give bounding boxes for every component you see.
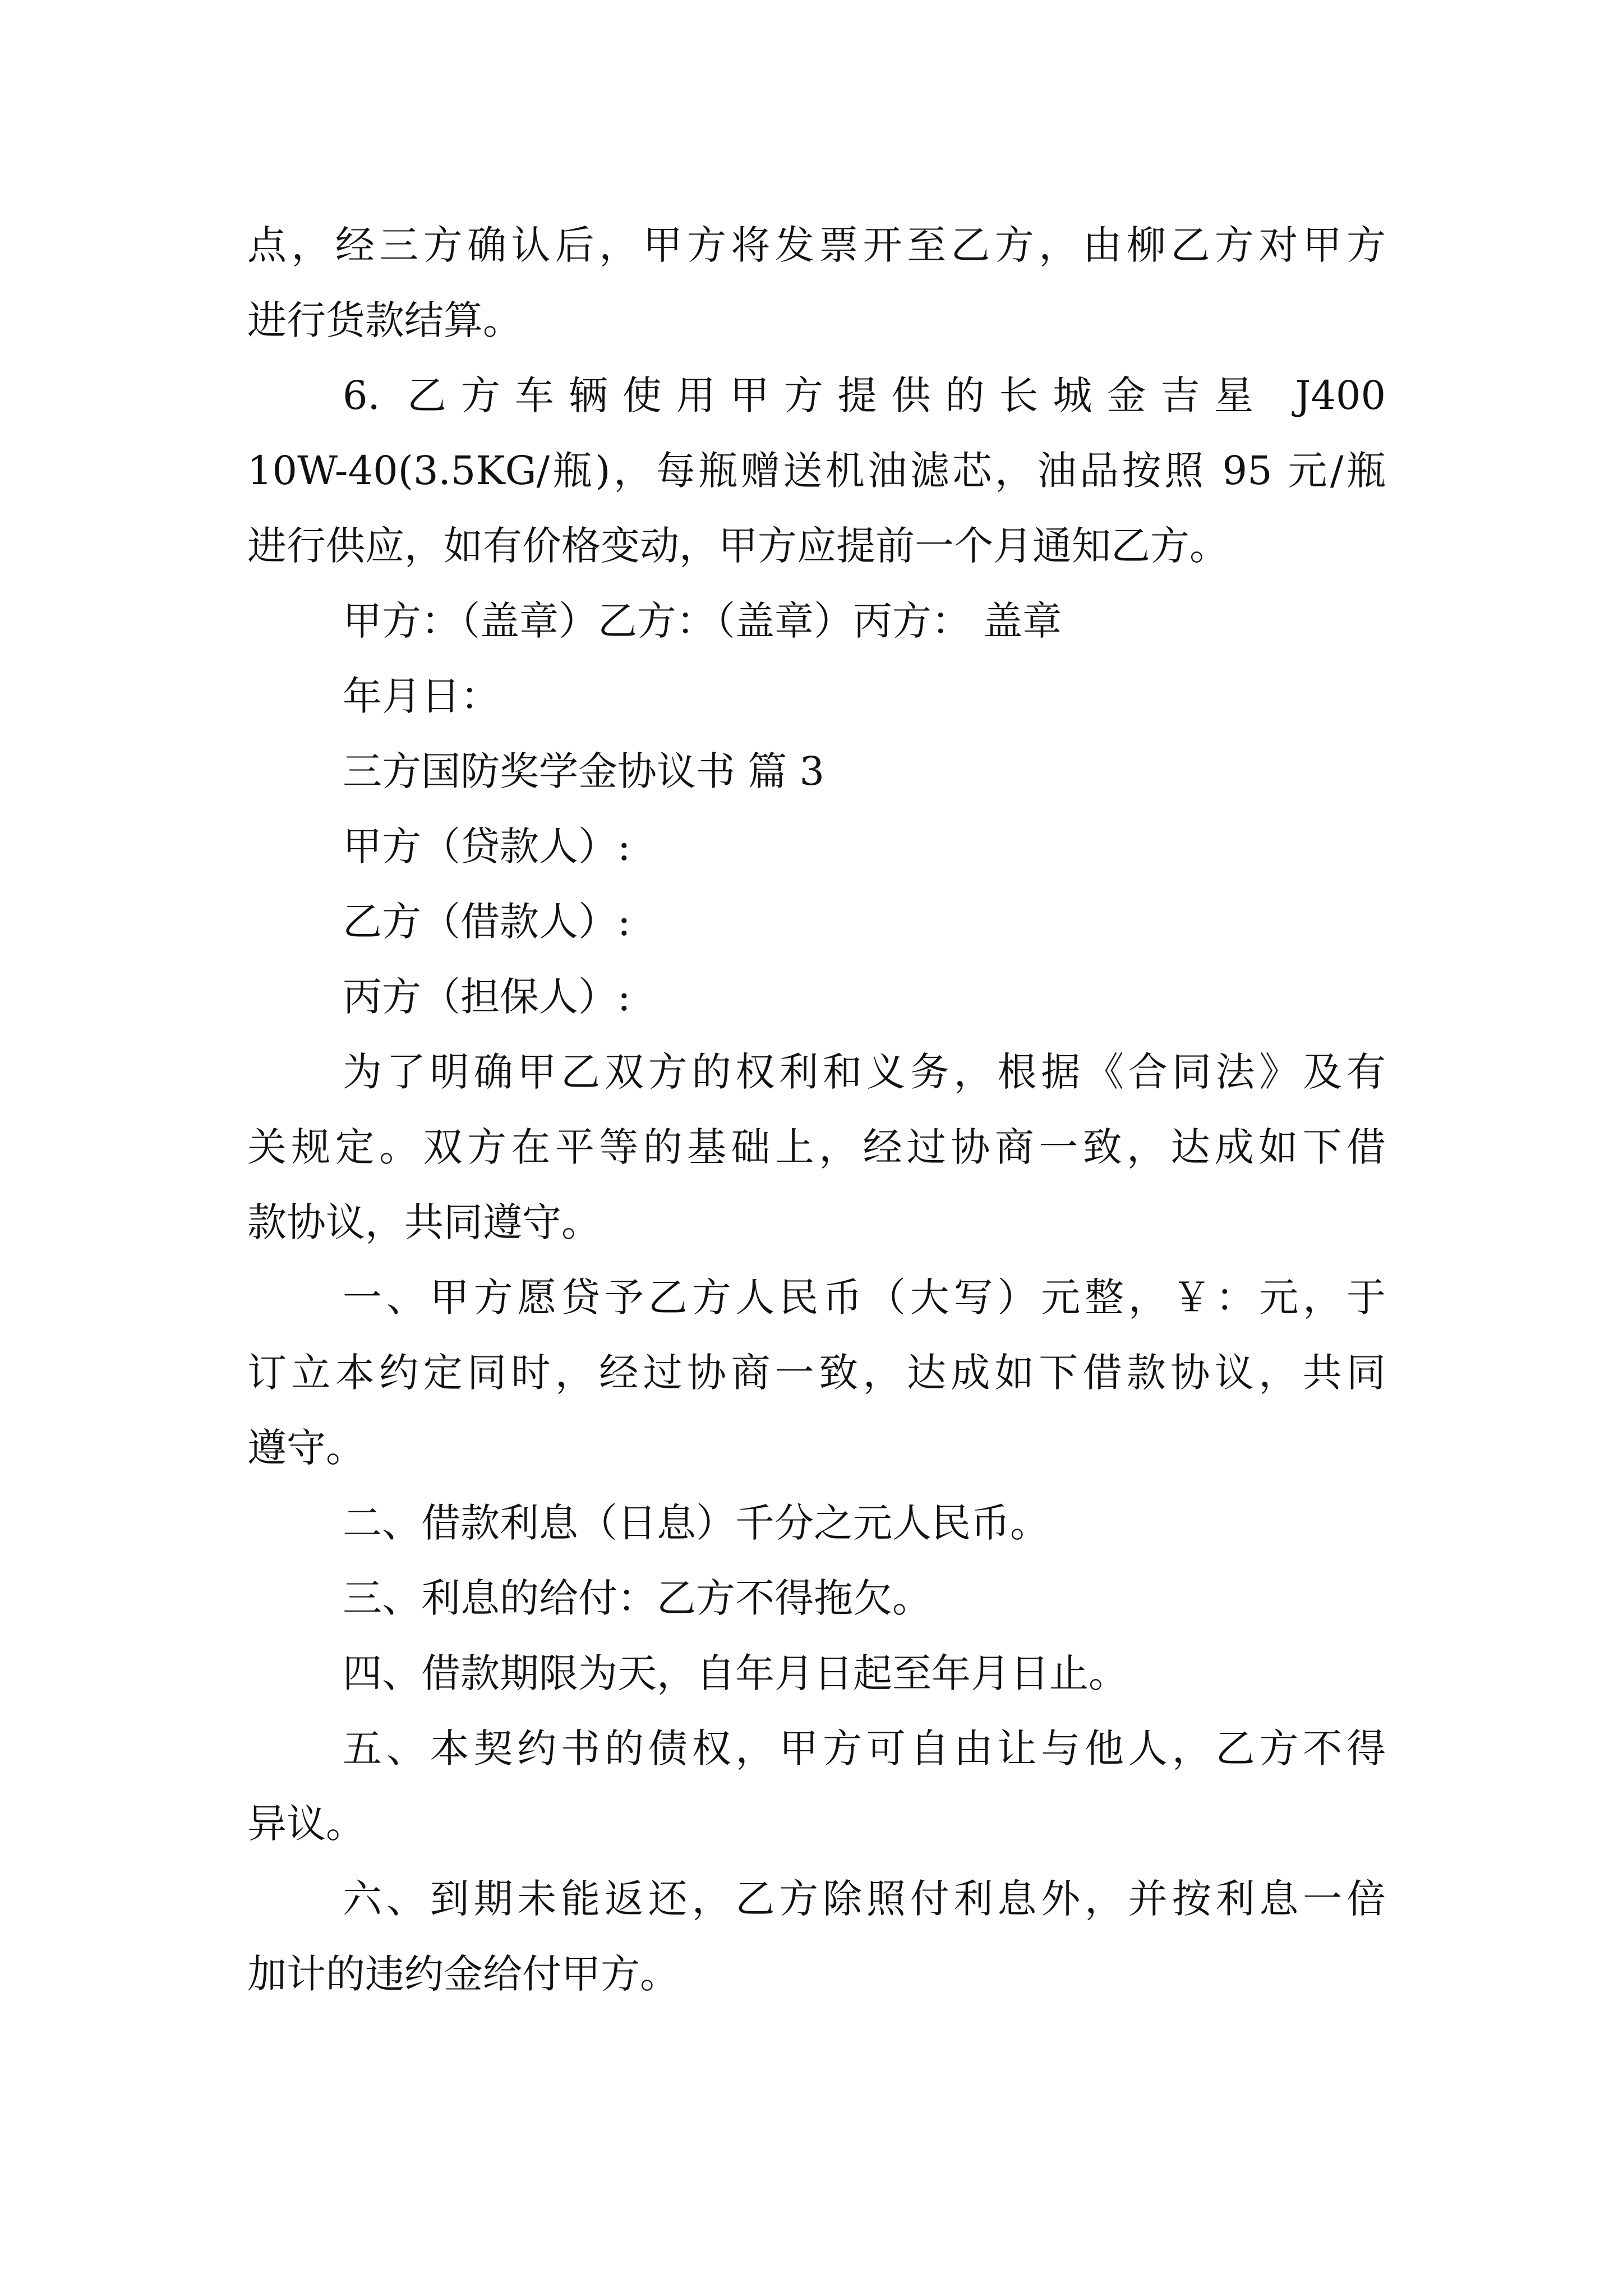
text-line: 二、借款利息（日息）千分之元人民币。 <box>343 1500 1049 1546</box>
text-line: 乙方（借款人）: <box>343 899 631 945</box>
text-line: 关规定。双方在平等的基础上，经过协商一致，达成如下借 <box>247 1124 1386 1170</box>
text-line: 10W-40(3.5KG/瓶)，每瓶赠送机油滤芯，油品按照 95 元/瓶 <box>247 448 1386 494</box>
text-line: 三、利息的给付：乙方不得拖欠。 <box>343 1575 932 1621</box>
document-body <box>247 208 1386 2012</box>
text-line: 进行货款结算。 <box>247 297 522 343</box>
text-line: 甲方（贷款人）: <box>343 823 631 869</box>
text-line: 四、借款期限为天，自年月日起至年月日止。 <box>343 1650 1128 1696</box>
text-line: 五、本契约书的债权，甲方可自由让与他人，乙方不得 <box>343 1726 1386 1772</box>
text-line: 甲方：（盖章）乙方：（盖章）丙方： 盖章 <box>343 598 1062 644</box>
text-line: 点，经三方确认后，甲方将发票开至乙方，由柳乙方对甲方 <box>247 222 1386 268</box>
text-line: 年月日： <box>343 673 500 719</box>
text-line: 款协议，共同遵守。 <box>247 1199 601 1245</box>
text-line: 遵守。 <box>247 1425 365 1471</box>
text-line: 6. 乙方车辆使用甲方提供的长城金吉星 J400 <box>343 372 1386 418</box>
text-line: 一、甲方愿贷予乙方人民币（大写）元整，￥：元，于 <box>343 1274 1386 1320</box>
text-line: 加计的违约金给付甲方。 <box>247 1951 679 1997</box>
text-line: 进行供应，如有价格变动，甲方应提前一个月通知乙方。 <box>247 523 1229 569</box>
text-line: 丙方（担保人）: <box>343 974 631 1020</box>
text-line: 异议。 <box>247 1801 365 1847</box>
text-line: 订立本约定同时，经过协商一致，达成如下借款协议，共同 <box>247 1350 1386 1396</box>
text-line: 为了明确甲乙双方的权利和义务，根据《合同法》及有 <box>343 1049 1386 1095</box>
text-line: 三方国防奖学金协议书 篇 3 <box>343 748 825 794</box>
text-line: 六、到期未能返还，乙方除照付利息外，并按利息一倍 <box>343 1876 1386 1922</box>
